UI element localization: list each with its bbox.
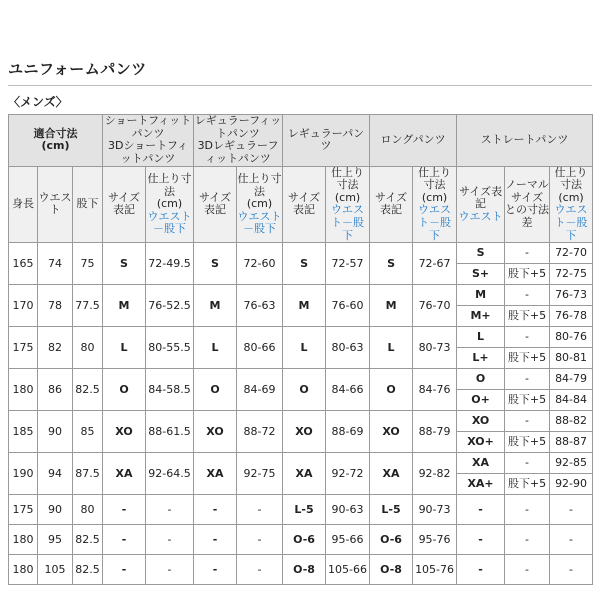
cell-straight-diff: 股下+5 xyxy=(505,264,550,285)
cell-straight-size: - xyxy=(457,525,505,555)
col-normal-diff: ノーマルサイズ との寸法差 xyxy=(505,166,550,243)
cell-straight-size: O+ xyxy=(457,390,505,411)
group-header-row xyxy=(9,115,593,167)
cell-height: 165 xyxy=(9,243,38,285)
cell-finished: 72-60 xyxy=(237,243,283,285)
col-inseam: 股下 xyxy=(73,166,103,243)
cell-inseam: 82.5 xyxy=(73,555,103,585)
cell-finished: 80-73 xyxy=(413,327,457,369)
cell-finished: - xyxy=(146,525,194,555)
col-height: 身長 xyxy=(9,166,38,243)
cell-straight-diff: - xyxy=(505,525,550,555)
cell-finished: 76-60 xyxy=(326,285,370,327)
cell-size: - xyxy=(194,525,237,555)
cell-size: XO xyxy=(194,411,237,453)
cell-straight-diff: - xyxy=(505,285,550,306)
cell-size: M xyxy=(103,285,146,327)
cell-size: O xyxy=(283,369,326,411)
cell-waist: 90 xyxy=(38,411,73,453)
col-size-label: サイズ表記 xyxy=(370,166,413,243)
section-subtitle: 〈メンズ〉 xyxy=(8,95,68,109)
cell-finished: 92-75 xyxy=(237,453,283,495)
cell-size: O-6 xyxy=(370,525,413,555)
cell-height: 170 xyxy=(9,285,38,327)
cell-size: L-5 xyxy=(283,495,326,525)
cell-size: O-8 xyxy=(283,555,326,585)
col-finished: 仕上り寸法 (cm) ウエスト－股下 xyxy=(550,166,593,243)
cell-straight-diff: - xyxy=(505,411,550,432)
cell-finished: 95-66 xyxy=(326,525,370,555)
cell-straight-finished: - xyxy=(550,555,593,585)
cell-straight-size: S+ xyxy=(457,264,505,285)
cell-finished: 88-79 xyxy=(413,411,457,453)
cell-size: XO xyxy=(283,411,326,453)
cell-finished: 72-49.5 xyxy=(146,243,194,285)
cell-straight-finished: 84-84 xyxy=(550,390,593,411)
cell-straight-size: L+ xyxy=(457,348,505,369)
cell-waist: 86 xyxy=(38,369,73,411)
cell-finished: 88-61.5 xyxy=(146,411,194,453)
cell-straight-size: XO+ xyxy=(457,432,505,453)
cell-size: L xyxy=(370,327,413,369)
title-divider xyxy=(8,85,592,86)
cell-straight-finished: 92-90 xyxy=(550,474,593,495)
cell-size: L xyxy=(103,327,146,369)
cell-size: O xyxy=(370,369,413,411)
cell-size: XA xyxy=(283,453,326,495)
header-straight: ストレートパンツ xyxy=(457,115,593,167)
cell-finished: 84-69 xyxy=(237,369,283,411)
header-fit: 適合寸法 (cm) xyxy=(9,115,103,167)
cell-straight-diff: - xyxy=(505,327,550,348)
table-row xyxy=(9,369,593,390)
cell-size: O-6 xyxy=(283,525,326,555)
cell-size: L-5 xyxy=(370,495,413,525)
cell-size: - xyxy=(103,525,146,555)
cell-straight-size: M xyxy=(457,285,505,306)
cell-straight-finished: 88-87 xyxy=(550,432,593,453)
cell-size: - xyxy=(103,495,146,525)
cell-finished: 92-72 xyxy=(326,453,370,495)
cell-finished: 105-66 xyxy=(326,555,370,585)
cell-inseam: 75 xyxy=(73,243,103,285)
cell-height: 185 xyxy=(9,411,38,453)
cell-straight-finished: 72-75 xyxy=(550,264,593,285)
header-regular: レギュラーパンツ xyxy=(283,115,370,167)
cell-straight-diff: - xyxy=(505,243,550,264)
col-finished: 仕上り寸法 (cm) ウエスト－股下 xyxy=(237,166,283,243)
cell-straight-diff: - xyxy=(505,495,550,525)
cell-straight-diff: 股下+5 xyxy=(505,306,550,327)
cell-straight-diff: 股下+5 xyxy=(505,348,550,369)
cell-straight-size: L xyxy=(457,327,505,348)
cell-finished: 72-57 xyxy=(326,243,370,285)
col-waist: ウエスト xyxy=(38,166,73,243)
cell-height: 180 xyxy=(9,525,38,555)
cell-inseam: 80 xyxy=(73,327,103,369)
cell-size: L xyxy=(194,327,237,369)
cell-straight-finished: 80-81 xyxy=(550,348,593,369)
cell-straight-diff: - xyxy=(505,369,550,390)
cell-size: M xyxy=(283,285,326,327)
cell-size: - xyxy=(194,555,237,585)
cell-size: S xyxy=(370,243,413,285)
cell-finished: 90-63 xyxy=(326,495,370,525)
cell-inseam: 87.5 xyxy=(73,453,103,495)
table-row xyxy=(9,525,593,555)
cell-inseam: 82.5 xyxy=(73,525,103,555)
cell-finished: 80-55.5 xyxy=(146,327,194,369)
cell-size: S xyxy=(194,243,237,285)
cell-size: O-8 xyxy=(370,555,413,585)
cell-straight-size: XA+ xyxy=(457,474,505,495)
cell-straight-finished: 72-70 xyxy=(550,243,593,264)
cell-finished: 76-70 xyxy=(413,285,457,327)
cell-finished: - xyxy=(146,495,194,525)
size-chart-table xyxy=(8,114,593,585)
cell-height: 175 xyxy=(9,495,38,525)
cell-size: XA xyxy=(103,453,146,495)
col-size-label: サイズ表記 ウエスト xyxy=(457,166,505,243)
cell-straight-finished: 80-76 xyxy=(550,327,593,348)
cell-straight-finished: - xyxy=(550,525,593,555)
table-row xyxy=(9,243,593,264)
cell-waist: 82 xyxy=(38,327,73,369)
cell-finished: 80-63 xyxy=(326,327,370,369)
cell-finished: 88-69 xyxy=(326,411,370,453)
table-row xyxy=(9,453,593,474)
cell-straight-size: XA xyxy=(457,453,505,474)
cell-size: O xyxy=(194,369,237,411)
cell-waist: 78 xyxy=(38,285,73,327)
cell-straight-finished: 76-78 xyxy=(550,306,593,327)
cell-straight-size: M+ xyxy=(457,306,505,327)
cell-size: - xyxy=(194,495,237,525)
cell-straight-size: XO xyxy=(457,411,505,432)
cell-finished: 76-52.5 xyxy=(146,285,194,327)
cell-finished: 92-64.5 xyxy=(146,453,194,495)
cell-straight-size: - xyxy=(457,555,505,585)
page-title: ユニフォームパンツ xyxy=(8,60,147,78)
cell-size: S xyxy=(283,243,326,285)
cell-straight-size: O xyxy=(457,369,505,390)
table-row xyxy=(9,495,593,525)
cell-straight-diff: - xyxy=(505,453,550,474)
cell-size: XA xyxy=(194,453,237,495)
cell-finished: - xyxy=(237,495,283,525)
cell-finished: 84-76 xyxy=(413,369,457,411)
cell-waist: 95 xyxy=(38,525,73,555)
cell-straight-finished: 76-73 xyxy=(550,285,593,306)
cell-finished: - xyxy=(237,555,283,585)
cell-straight-size: S xyxy=(457,243,505,264)
cell-size: M xyxy=(370,285,413,327)
cell-straight-diff: 股下+5 xyxy=(505,390,550,411)
cell-straight-finished: - xyxy=(550,495,593,525)
cell-finished: 105-76 xyxy=(413,555,457,585)
cell-size: M xyxy=(194,285,237,327)
header-long: ロングパンツ xyxy=(370,115,457,167)
col-size-label: サイズ表記 xyxy=(194,166,237,243)
cell-height: 180 xyxy=(9,555,38,585)
cell-size: S xyxy=(103,243,146,285)
cell-waist: 90 xyxy=(38,495,73,525)
col-finished: 仕上り寸法 (cm) ウエスト－股下 xyxy=(326,166,370,243)
col-finished: 仕上り寸法 (cm) ウエスト－股下 xyxy=(146,166,194,243)
cell-inseam: 82.5 xyxy=(73,369,103,411)
column-header-row xyxy=(9,166,593,243)
cell-finished: - xyxy=(237,525,283,555)
cell-finished: 90-73 xyxy=(413,495,457,525)
cell-inseam: 80 xyxy=(73,495,103,525)
header-regular-fit: レギュラーフィットパンツ 3Dレギュラーフィットパンツ xyxy=(194,114,282,165)
cell-height: 180 xyxy=(9,369,38,411)
cell-finished: 84-58.5 xyxy=(146,369,194,411)
col-size-label: サイズ表記 xyxy=(103,166,146,243)
cell-waist: 94 xyxy=(38,453,73,495)
table-row xyxy=(9,411,593,432)
header-short-fit: ショートフィットパンツ 3Dショートフィットパンツ xyxy=(103,115,194,167)
cell-height: 190 xyxy=(9,453,38,495)
table-row xyxy=(9,285,593,306)
cell-height: 175 xyxy=(9,327,38,369)
cell-finished: 80-66 xyxy=(237,327,283,369)
cell-finished: 92-82 xyxy=(413,453,457,495)
cell-size: XA xyxy=(370,453,413,495)
cell-finished: 88-72 xyxy=(237,411,283,453)
cell-inseam: 85 xyxy=(73,411,103,453)
cell-finished: - xyxy=(146,555,194,585)
cell-finished: 95-76 xyxy=(413,525,457,555)
cell-waist: 105 xyxy=(38,555,73,585)
cell-finished: 72-67 xyxy=(413,243,457,285)
cell-straight-diff: 股下+5 xyxy=(505,432,550,453)
cell-straight-diff: - xyxy=(505,555,550,585)
cell-size: XO xyxy=(370,411,413,453)
cell-finished: 84-66 xyxy=(326,369,370,411)
table-row xyxy=(9,555,593,585)
cell-size: - xyxy=(103,555,146,585)
cell-waist: 74 xyxy=(38,243,73,285)
cell-straight-size: - xyxy=(457,495,505,525)
cell-straight-diff: 股下+5 xyxy=(505,474,550,495)
cell-inseam: 77.5 xyxy=(73,285,103,327)
cell-size: O xyxy=(103,369,146,411)
col-finished: 仕上り寸法 (cm) ウエスト－股下 xyxy=(413,166,457,243)
cell-size: XO xyxy=(103,411,146,453)
cell-finished: 76-63 xyxy=(237,285,283,327)
col-size-label: サイズ表記 xyxy=(283,166,326,243)
cell-straight-finished: 84-79 xyxy=(550,369,593,390)
cell-straight-finished: 88-82 xyxy=(550,411,593,432)
cell-size: L xyxy=(283,327,326,369)
table-row xyxy=(9,327,593,348)
cell-straight-finished: 92-85 xyxy=(550,453,593,474)
